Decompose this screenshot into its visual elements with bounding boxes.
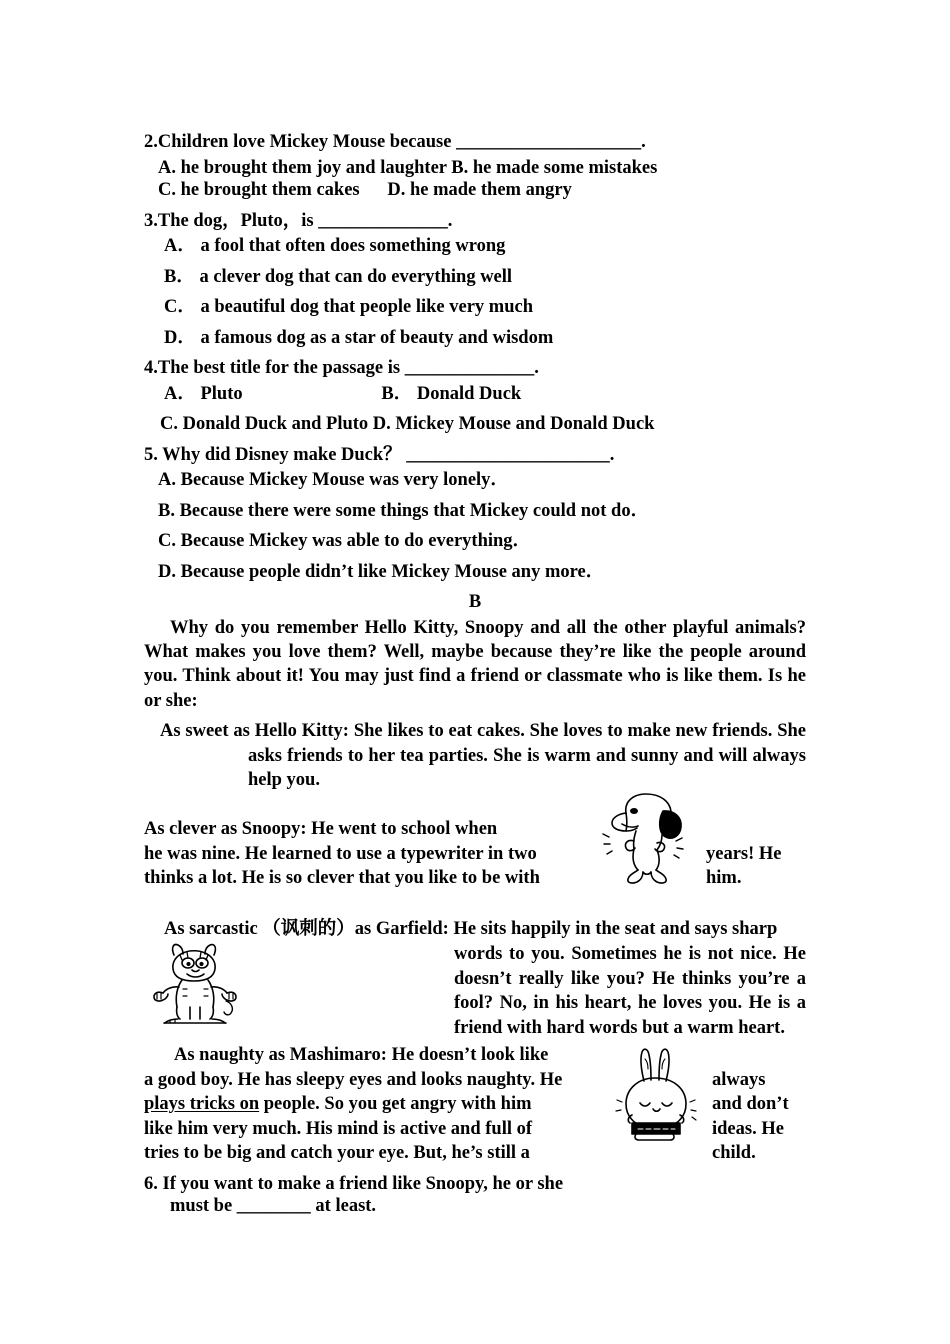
snoopy-left-line-2: he was nine. He learned to use a typewriter in two	[144, 843, 537, 864]
garfield-body-column	[454, 942, 806, 1040]
mashimaro-right-line-5: child.	[712, 1143, 756, 1164]
question-2-stem: 2.Children love Mickey Mouse because ____________________.	[144, 132, 646, 152]
snoopy-left-line-3: thinks a lot. He is so clever that you like to be with	[144, 868, 540, 889]
mashimaro-right-line-2: always	[712, 1069, 766, 1090]
snoopy-right-column	[706, 817, 806, 891]
question-6-line-2: must be ________ at least.	[170, 1196, 377, 1217]
question-4-option-line-1: A． Pluto B． Donald Duck	[164, 383, 522, 404]
mashimaro-left-line-2: a good boy. He has sleepy eyes and looks naughty. He	[144, 1069, 563, 1090]
question-5-stem: 5. Why did Disney make Duck？ ______________________.	[144, 444, 615, 465]
question-2-option-line-1: A. he brought them joy and laughter B. he made some mistakes	[158, 157, 658, 178]
mashimaro-left-line-3	[144, 1092, 604, 1117]
mashimaro-right-line-3: and don’t	[712, 1094, 789, 1115]
question-3-stem: 3.The dog，Pluto，is ______________.	[144, 210, 453, 231]
mashimaro-right-column	[712, 1043, 806, 1166]
snoopy-right-line-1	[706, 817, 806, 842]
question-4-option-line-2: C. Donald Duck and Pluto D. Mickey Mouse and Donald Duck	[160, 414, 655, 434]
question-3-option-b: B． a clever dog that can do everything well	[164, 266, 513, 287]
mashimaro-left-line-4: like him very much. His mind is active and full of	[144, 1118, 533, 1139]
snoopy-right-line-2: years! He	[706, 843, 782, 864]
question-5-option-b: B. Because there were some things that Mickey could not do．	[158, 500, 650, 521]
mashimaro-right-line-4: ideas. He	[712, 1118, 784, 1139]
snoopy-illustration	[600, 791, 692, 889]
question-5-option-d: D. Because people didn’t like Mickey Mouse any more．	[158, 561, 605, 582]
question-3-option-c: C． a beautiful dog that people like very much	[164, 297, 533, 317]
mashimaro-section	[144, 1043, 806, 1175]
garfield-first-line: As sarcastic （讽刺的）as Garfield: He sits happily in the seat and says sharp	[164, 918, 778, 939]
question-6-line-1: 6. If you want to make a friend like Snoopy, he or she	[144, 1173, 564, 1194]
mashimaro-left-line-3-rest: people. So you get angry with him	[259, 1094, 532, 1115]
question-3-option-d: D． a famous dog as a star of beauty and wisdom	[164, 327, 554, 348]
question-2-option-line-2: C. he brought them cakes D. he made them angry	[158, 180, 572, 200]
mashimaro-right-line-1	[712, 1043, 806, 1068]
mashimaro-left-line-5: tries to be big and catch your eye. But, he’s still a	[144, 1143, 530, 1164]
document-content	[144, 133, 806, 1223]
snoopy-left-line-1: As clever as Snoopy: He went to school when	[144, 818, 498, 839]
underlined-phrase: plays tricks on	[144, 1094, 260, 1115]
snoopy-left-column	[144, 817, 600, 891]
mashimaro-left-column	[144, 1043, 604, 1166]
passage-b-intro: Why do you remember Hello Kitty, Snoopy and all the other playful animals? What makes you love them? Well, maybe because they’re like the people around you. Think about it! You may just find a friend or classmate who is like them. Is he or she:	[144, 617, 806, 711]
question-3-option-a: A． a fool that often does something wrong	[164, 236, 506, 256]
hello-kitty-block: As sweet as Hello Kitty: She likes to eat cakes. She loves to make new friends. She asks friends to her tea parties. She is warm and sunny and will always help you.	[160, 721, 806, 791]
snoopy-section	[144, 817, 806, 910]
snoopy-right-line-3: him.	[706, 868, 742, 889]
garfield-section	[144, 917, 806, 1041]
garfield-illustration	[146, 939, 248, 1031]
section-b-heading: B	[468, 592, 482, 612]
question-5-option-c: C. Because Mickey was able to do everything．	[158, 531, 532, 551]
question-5-option-a: A. Because Mickey Mouse was very lonely．	[158, 470, 509, 490]
question-4-stem: 4.The best title for the passage is ______________.	[144, 358, 539, 378]
garfield-body-text: words to you. Sometimes he is not nice. He doesn’t really like you? He thinks you’re a fool? No, in his heart, he loves you. He is a friend with hard words but a warm heart.	[454, 943, 806, 1038]
mashimaro-illustration	[610, 1047, 702, 1145]
mashimaro-left-line-1: As naughty as Mashimaro: He doesn’t look like	[174, 1044, 549, 1065]
